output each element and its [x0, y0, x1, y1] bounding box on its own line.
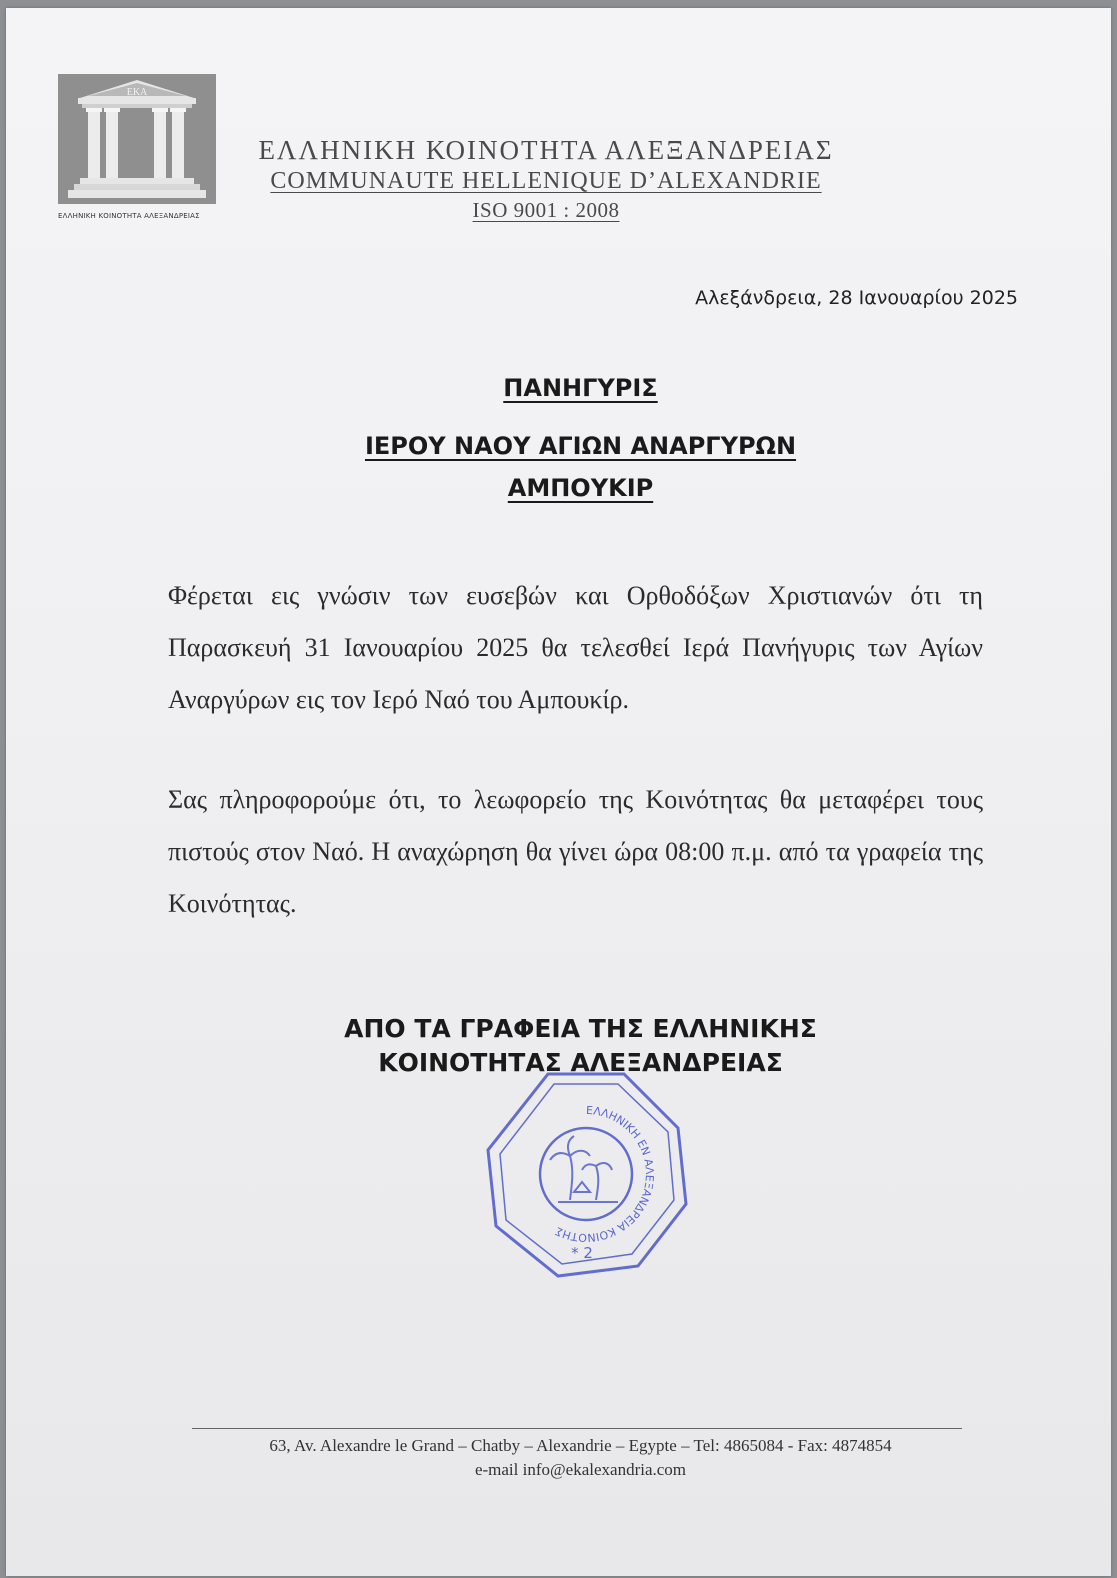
letterhead-iso: ISO 9001 : 2008 [472, 198, 620, 222]
stamp-ring-text: ΕΛΛΗΝΙΚΗ ΕΝ ΑΛΕΞΑΝΔΡΕΙΑ ΚΟΙΝΟΤΗΣ [553, 1103, 657, 1245]
date-line: Αλεξάνδρεια, 28 Ιανουαρίου 2025 [695, 287, 1018, 309]
community-stamp [478, 1066, 694, 1284]
emblem-text: ΕΚΑ [126, 87, 148, 98]
document-page [6, 8, 1111, 1576]
stamp-number: * 2 [571, 1244, 593, 1262]
footer-divider [192, 1428, 962, 1429]
logo-caption: ΕΛΛΗΝΙΚΗ ΚΟΙΝΟΤΗΤΑ ΑΛΕΞΑΝΔΡΕΙΑΣ [58, 212, 200, 220]
palm-tree-icon [550, 1136, 618, 1202]
letterhead-name-french: COMMUNAUTE HELLENIQUE D’ALEXANDRIE [270, 168, 822, 194]
signature-line-2: ΚΟΙΝΟΤΗΤΑΣ ΑΛΕΞΑΝΔΡΕΙΑΣ [378, 1048, 783, 1077]
title-line-3: ΑΜΠΟΥΚΙΡ [507, 474, 654, 502]
title-line-2: ΙΕΡΟΥ ΝΑΟΥ ΑΓΙΩΝ ΑΝΑΡΓΥΡΩΝ [364, 432, 797, 460]
letterhead-name-greek: ΕΛΛΗΝΙΚΗ ΚΟΙΝΟΤΗΤΑ ΑΛΕΞΑΝΔΡΕΙΑΣ [258, 135, 834, 165]
signature-line-1: ΑΠΟ ΤΑ ΓΡΑΦΕΙΑ ΤΗΣ ΕΛΛΗΝΙΚΗΣ [344, 1014, 817, 1043]
title-line-1: ΠΑΝΗΓΥΡΙΣ [503, 374, 658, 402]
paragraph-announcement: Φέρεται εις γνώσιν των ευσεβών και Ορθοδόξων Χριστιανών ότι τη Παρασκευή 31 Ιανουαρίου 2025 θα τελεσθεί Ιερά Πανήγυρις των Αγίων Αναργύρων εις τον Ιερό Ναό του Αμπουκίρ. [168, 581, 983, 714]
letterhead [236, 134, 856, 224]
temple-logo [58, 74, 216, 204]
footer-email: e-mail info@ekalexandria.com [474, 1460, 687, 1479]
footer-address: 63, Av. Alexandre le Grand – Chatby – Alexandrie – Egypte – Tel: 4865084 - Fax: 4874854 [269, 1436, 892, 1455]
temple-emblem-icon [58, 74, 216, 204]
paragraph-bus-info: Σας πληροφορούμε ότι, το λεωφορείο της Κοινότητας θα μεταφέρει τους πιστούς στον Ναό. Η αναχώρηση θα γίνει ώρα 08:00 π.μ. από τα γραφεία της Κοινότητας. [168, 785, 983, 918]
